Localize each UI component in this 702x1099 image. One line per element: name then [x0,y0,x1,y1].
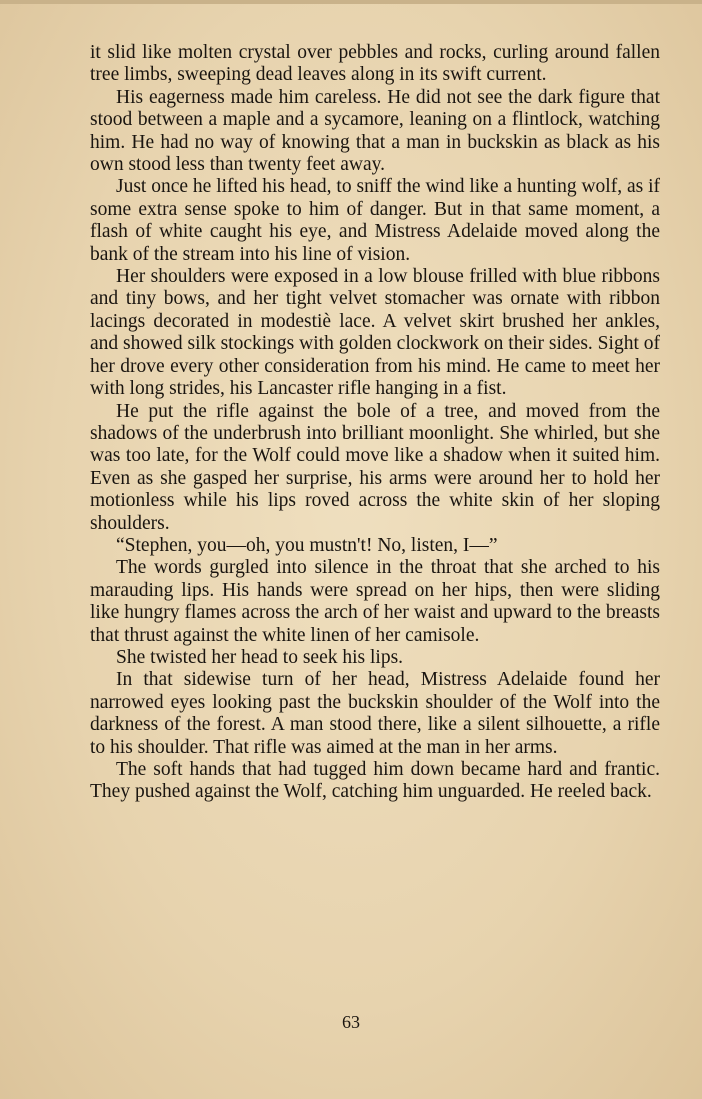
page-number: 63 [342,1012,360,1032]
paragraph-3: Just once he lifted his head, to sniff the wind like a hunting wolf, as if some extra sense spoke to him of danger. But in that same moment, a flash of white caught his eye, and Mistress Adelaide moved along the bank of the stream into his line of vision. [90,176,660,265]
paragraph-1: it slid like molten crystal over pebbles and rocks, curling around fallen tree limbs, sweeping dead leaves along in its swift current. [90,42,660,86]
body-text [90,42,660,804]
paragraph-7: The words gurgled into silence in the throat that she arched to his marauding lips. His hands were spread on her hips, then were sliding like hungry flames across the arch of her waist and upward to the breasts that thrust against the white linen of her camisole. [90,557,660,646]
paragraph-8: She twisted her head to seek his lips. [116,646,404,668]
paragraph-6: “Stephen, you—oh, you mustn't! No, listen, I—” [116,534,498,556]
paragraph-4: Her shoulders were exposed in a low blouse frilled with blue ribbons and tiny bows, and her tight velvet stomacher was ornate with ribbon lacings decorated in modestiè lace. A velvet skirt brushed her ankles, and showed silk stockings with golden clockwork on their sides. Sight of her drove every other consideration from his mind. He came to meet her with long strides, his Lancaster rifle hanging in a fist. [90,266,660,400]
paragraph-2: His eagerness made him careless. He did not see the dark figure that stood between a maple and a sycamore, leaning on a flintlock, watching him. He had no way of knowing that a man in buckskin as black as his own stood less than twenty feet away. [90,86,660,176]
paragraph-10: The soft hands that had tugged him down became hard and frantic. They pushed against the Wolf, catching him unguarded. He reeled back. [90,759,660,803]
paragraph-5: He put the rifle against the bole of a tree, and moved from the shadows of the underbrush into brilliant moonlight. She whirled, but she was too late, for the Wolf could move like a shadow when it suited him. Even as she gasped her surprise, his arms were around her to hold her motionless while his lips roved across the white skin of her sloping shoulders. [90,400,660,534]
paragraph-9: In that sidewise turn of her head, Mistress Adelaide found her narrowed eyes looking past the buckskin shoulder of the Wolf into the darkness of the forest. A man stood there, like a silent silhouette, a rifle to his shoulder. That rifle was aimed at the man in her arms. [90,669,660,758]
page-top-edge [0,0,702,4]
